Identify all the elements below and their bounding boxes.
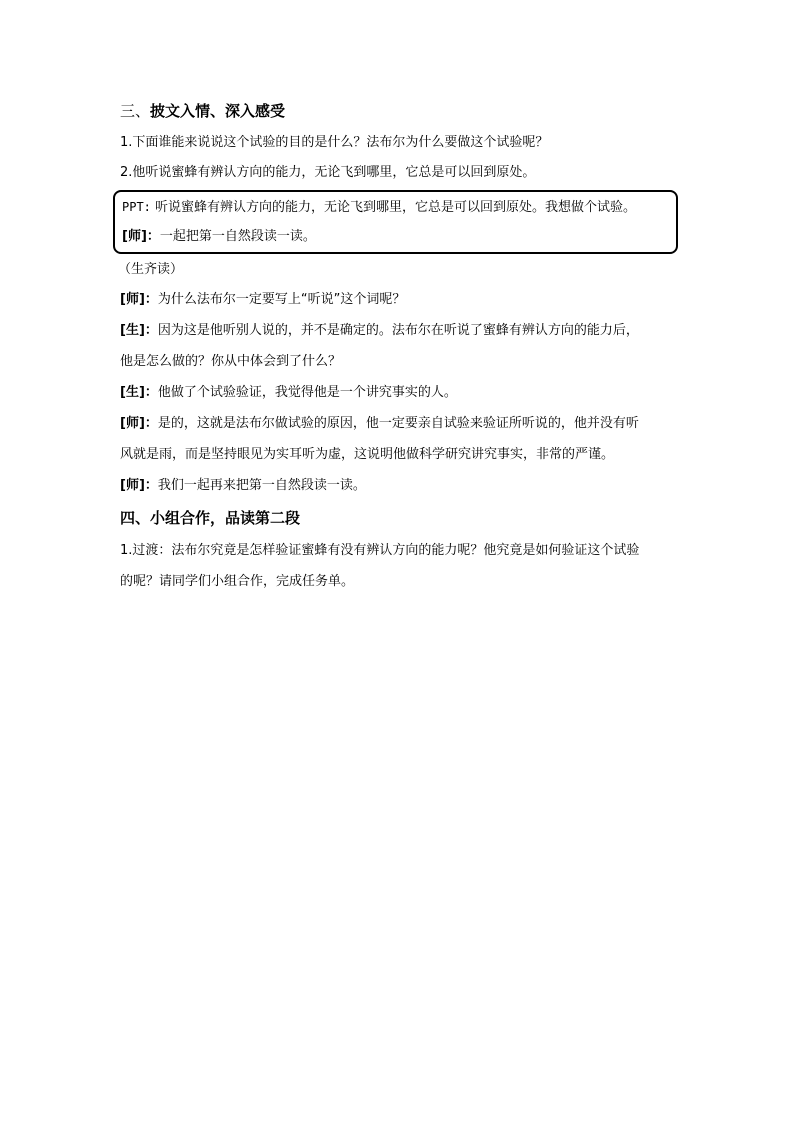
teacher-text: 为什么法布尔一定要写上“听说”这个词呢？ xyxy=(157,292,406,307)
question-2: 2.他听说蜜蜂有辨认方向的能力，无论飞到哪里，它总是可以回到原处。 xyxy=(120,165,536,180)
teacher-tag: [师]： xyxy=(120,292,158,307)
transition-line-1: 1.过渡：法布尔究竟是怎样验证蜜蜂有没有辨认方向的能力呢？他究竟是如何验证这个试验 xyxy=(120,543,640,558)
ppt-line xyxy=(122,198,636,217)
teacher-text: 一起把第一自然段读一读。 xyxy=(159,229,316,244)
teacher-line-box xyxy=(122,228,316,246)
section-3-title: 披文入情、深入感受 xyxy=(150,102,286,120)
student-text: 他做了个试验验证，我觉得他是一个讲究事实的人。 xyxy=(157,385,457,400)
teacher-text: 我们一起再来把第一自然段读一读。 xyxy=(157,478,366,493)
teacher-text: 是的，这就是法布尔做试验的原因，他一定要亲自试验来验证所听说的，他并没有听 xyxy=(157,416,639,431)
question-1: 1.下面谁能来说说这个试验的目的是什么？法布尔为什么要做这个试验呢？ xyxy=(120,135,549,150)
ppt-label: PPT: xyxy=(122,200,151,214)
ppt-text: 听说蜜蜂有辨认方向的能力，无论飞到哪里，它总是可以回到原处。我想做个试验。 xyxy=(155,200,637,215)
section-3-heading xyxy=(120,101,285,121)
ppt-box xyxy=(113,190,678,254)
teacher-tag: [师]： xyxy=(120,478,158,493)
student-text: 因为这是他听别人说的，并不是确定的。法布尔在听说了蜜蜂有辨认方向的能力后， xyxy=(157,323,639,338)
student-answer-1-cont: 他是怎么做的？你从中体会到了什么？ xyxy=(120,354,342,369)
student-answer-2 xyxy=(120,384,457,402)
section-4-heading: 四、小组合作，品读第二段 xyxy=(120,509,301,527)
student-tag: [生]： xyxy=(120,323,158,338)
teacher-explanation-cont: 风就是雨，而是坚持眼见为实耳听为虚，这说明他做科学研究讲究事实，非常的严谨。 xyxy=(120,447,615,462)
transition-line-2: 的呢？请同学们小组合作，完成任务单。 xyxy=(120,574,355,589)
section-3-number: 三、 xyxy=(120,102,151,120)
teacher-reread xyxy=(120,477,366,495)
student-read-note: （生齐读） xyxy=(118,262,184,277)
teacher-tag: [师]： xyxy=(120,416,158,431)
teacher-question xyxy=(120,291,405,309)
student-answer-1 xyxy=(120,322,639,340)
teacher-tag: [师]： xyxy=(122,229,160,244)
student-tag: [生]： xyxy=(120,385,158,400)
teacher-explanation xyxy=(120,415,639,433)
